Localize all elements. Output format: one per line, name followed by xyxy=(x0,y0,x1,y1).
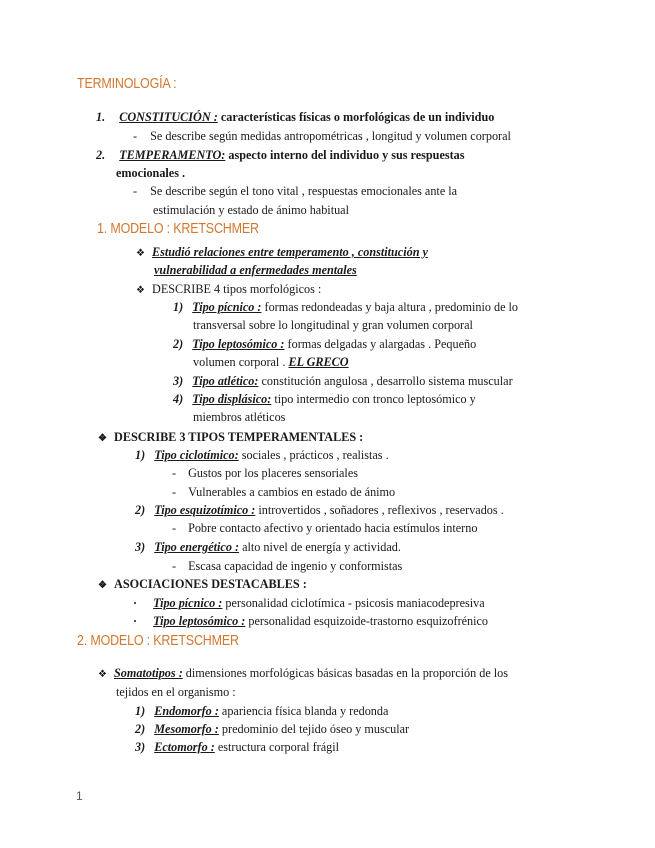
somato-item-label: Mesomorfo : xyxy=(154,722,219,736)
diamond-bullet: ❖ xyxy=(136,248,145,259)
describe4-text: DESCRIBE 4 tipos morfológicos : xyxy=(152,282,322,296)
term-sub-text: Se describe según medidas antropométricas , longitud y volumen corporal xyxy=(150,129,511,143)
type-number: 2) xyxy=(173,337,184,351)
el-greco-link[interactable]: EL GRECO xyxy=(288,355,349,369)
temp-text: introvertidos , soñadores , reflexivos , reservados . xyxy=(255,503,504,517)
morph-type-1 xyxy=(173,298,518,317)
temp-sub-text: Escasa capacidad de ingenio y conformistas xyxy=(188,559,403,573)
temperament-1-sub-2 xyxy=(172,483,395,502)
term-1 xyxy=(96,108,494,127)
term-2-line2: emocionales . xyxy=(116,166,186,180)
type-label: Tipo leptosómico : xyxy=(192,337,285,351)
term-sub-text: Se describe según el tono vital , respuestas emocionales ante la xyxy=(150,184,458,198)
dash-bullet: - xyxy=(172,466,177,480)
morph-type-4 xyxy=(173,390,476,409)
type-number: 3) xyxy=(173,374,184,388)
somato-number: 3) xyxy=(135,740,146,754)
term-text: aspecto interno del individuo y sus respuestas xyxy=(225,148,465,162)
type-text: formas redondeadas y baja altura , predominio de lo xyxy=(261,300,519,314)
type-number: 1) xyxy=(173,300,184,314)
somato-item-text: predominio del tejido óseo y muscular xyxy=(218,722,410,736)
temp-label: Tipo ciclotímico: xyxy=(154,448,239,462)
diamond-bullet: ❖ xyxy=(136,285,145,296)
diamond-bullet: ❖ xyxy=(98,580,107,591)
somato-item-text: estructura corporal frágil xyxy=(214,740,339,754)
temp-label: Tipo energético : xyxy=(154,540,240,554)
morph-type-3 xyxy=(173,372,513,391)
temp-number: 3) xyxy=(135,540,146,554)
describe3-text: DESCRIBE 3 TIPOS TEMPERAMENTALES : xyxy=(114,430,364,444)
assoc-item-1 xyxy=(133,594,485,613)
temp-sub-text: Pobre contacto afectivo y orientado hacia estímulos interno xyxy=(188,521,478,535)
dot-bullet: · xyxy=(133,596,138,610)
dash-bullet: - xyxy=(133,184,138,198)
term-number: 2. xyxy=(96,148,106,162)
term-text: características físicas o morfológicas de un individuo xyxy=(217,110,495,124)
term-2-sub-line2: estimulación y estado de ánimo habitual xyxy=(153,203,349,217)
somatotypes-line2: tejidos en el organismo : xyxy=(116,685,236,699)
type-text: tipo intermedio con tronco leptosómico y xyxy=(271,392,476,406)
model1-heading: 1. MODELO : KRETSCHMER xyxy=(97,221,259,237)
type-label: Tipo pícnico : xyxy=(192,300,262,314)
terminology-heading: TERMINOLOGÍA : xyxy=(77,76,177,92)
associations xyxy=(98,575,307,596)
type-label: Tipo displásico: xyxy=(192,392,272,406)
term-2-sub xyxy=(133,182,457,201)
morph-type-1-line2: transversal sobre lo longitudinal y gran volumen corporal xyxy=(193,318,473,332)
type-number: 4) xyxy=(173,392,184,406)
type-line2-text: volumen corporal . xyxy=(193,355,289,369)
temp-number: 2) xyxy=(135,503,146,517)
temp-sub-text: Gustos por los placeres sensoriales xyxy=(188,466,358,480)
term-label: CONSTITUCIÓN : xyxy=(119,110,218,124)
type-text: constitución angulosa , desarrollo sistema muscular xyxy=(258,374,513,388)
assoc-label: Tipo pícnico : xyxy=(153,596,223,610)
type-text: formas delgadas y alargadas . Pequeño xyxy=(284,337,477,351)
temp-text: alto nivel de energía y actividad. xyxy=(239,540,401,554)
temperament-3-sub-1 xyxy=(172,557,402,576)
dash-bullet: - xyxy=(133,129,138,143)
assoc-text: personalidad esquizoide-trastorno esquizofrénico xyxy=(245,614,489,628)
assoc-label: Tipo leptosómico : xyxy=(153,614,246,628)
studied-text: Estudió relaciones entre temperamento , constitución y xyxy=(152,245,428,259)
dash-bullet: - xyxy=(172,559,177,573)
temperament-1-sub-1 xyxy=(172,464,358,483)
somato-label: Somatotipos : xyxy=(114,666,183,680)
assoc-text: personalidad ciclotímica - psicosis maniacodepresiva xyxy=(222,596,485,610)
diamond-bullet: ❖ xyxy=(98,433,107,444)
temp-sub-text: Vulnerables a cambios en estado de ánimo xyxy=(188,485,396,499)
term-label: TEMPERAMENTO: xyxy=(119,148,226,162)
type-label: Tipo atlético: xyxy=(192,374,259,388)
somato-item-text: apariencia física blanda y redonda xyxy=(218,704,389,718)
morph-type-2-line2 xyxy=(193,353,349,372)
term-2 xyxy=(96,146,465,165)
temperament-2 xyxy=(135,501,504,520)
associations-text: ASOCIACIONES DESTACABLES : xyxy=(114,577,307,591)
term-number: 1. xyxy=(96,110,106,124)
somato-item-label: Ectomorfo : xyxy=(154,740,215,754)
model2-heading: 2. MODELO : KRETSCHMER xyxy=(77,633,239,649)
temperament-1 xyxy=(135,446,389,465)
temperament-2-sub-1 xyxy=(172,519,477,538)
somato-item-label: Endomorfo : xyxy=(154,704,219,718)
somato-number: 1) xyxy=(135,704,146,718)
temp-number: 1) xyxy=(135,448,146,462)
dot-bullet: · xyxy=(133,614,138,628)
temp-label: Tipo esquizotímico : xyxy=(154,503,256,517)
model1-studied-line2: vulnerabilidad a enfermedades mentales xyxy=(154,263,357,277)
temp-text: sociales , prácticos , realistas . xyxy=(238,448,389,462)
somato-item-3 xyxy=(135,738,339,757)
somato-number: 2) xyxy=(135,722,146,736)
morph-type-4-line2: miembros atléticos xyxy=(193,410,286,424)
term-1-sub xyxy=(133,127,511,146)
somato-item-1 xyxy=(135,702,388,721)
diamond-bullet: ❖ xyxy=(98,669,107,680)
dash-bullet: - xyxy=(172,485,177,499)
somato-item-2 xyxy=(135,720,409,739)
somatotypes xyxy=(98,664,508,685)
page-number: 1 xyxy=(76,789,83,803)
assoc-item-2 xyxy=(133,612,488,631)
dash-bullet: - xyxy=(172,521,177,535)
morph-type-2 xyxy=(173,335,476,354)
temperament-3 xyxy=(135,538,401,557)
somato-text: dimensiones morfológicas básicas basadas en la proporción de los xyxy=(182,666,509,680)
